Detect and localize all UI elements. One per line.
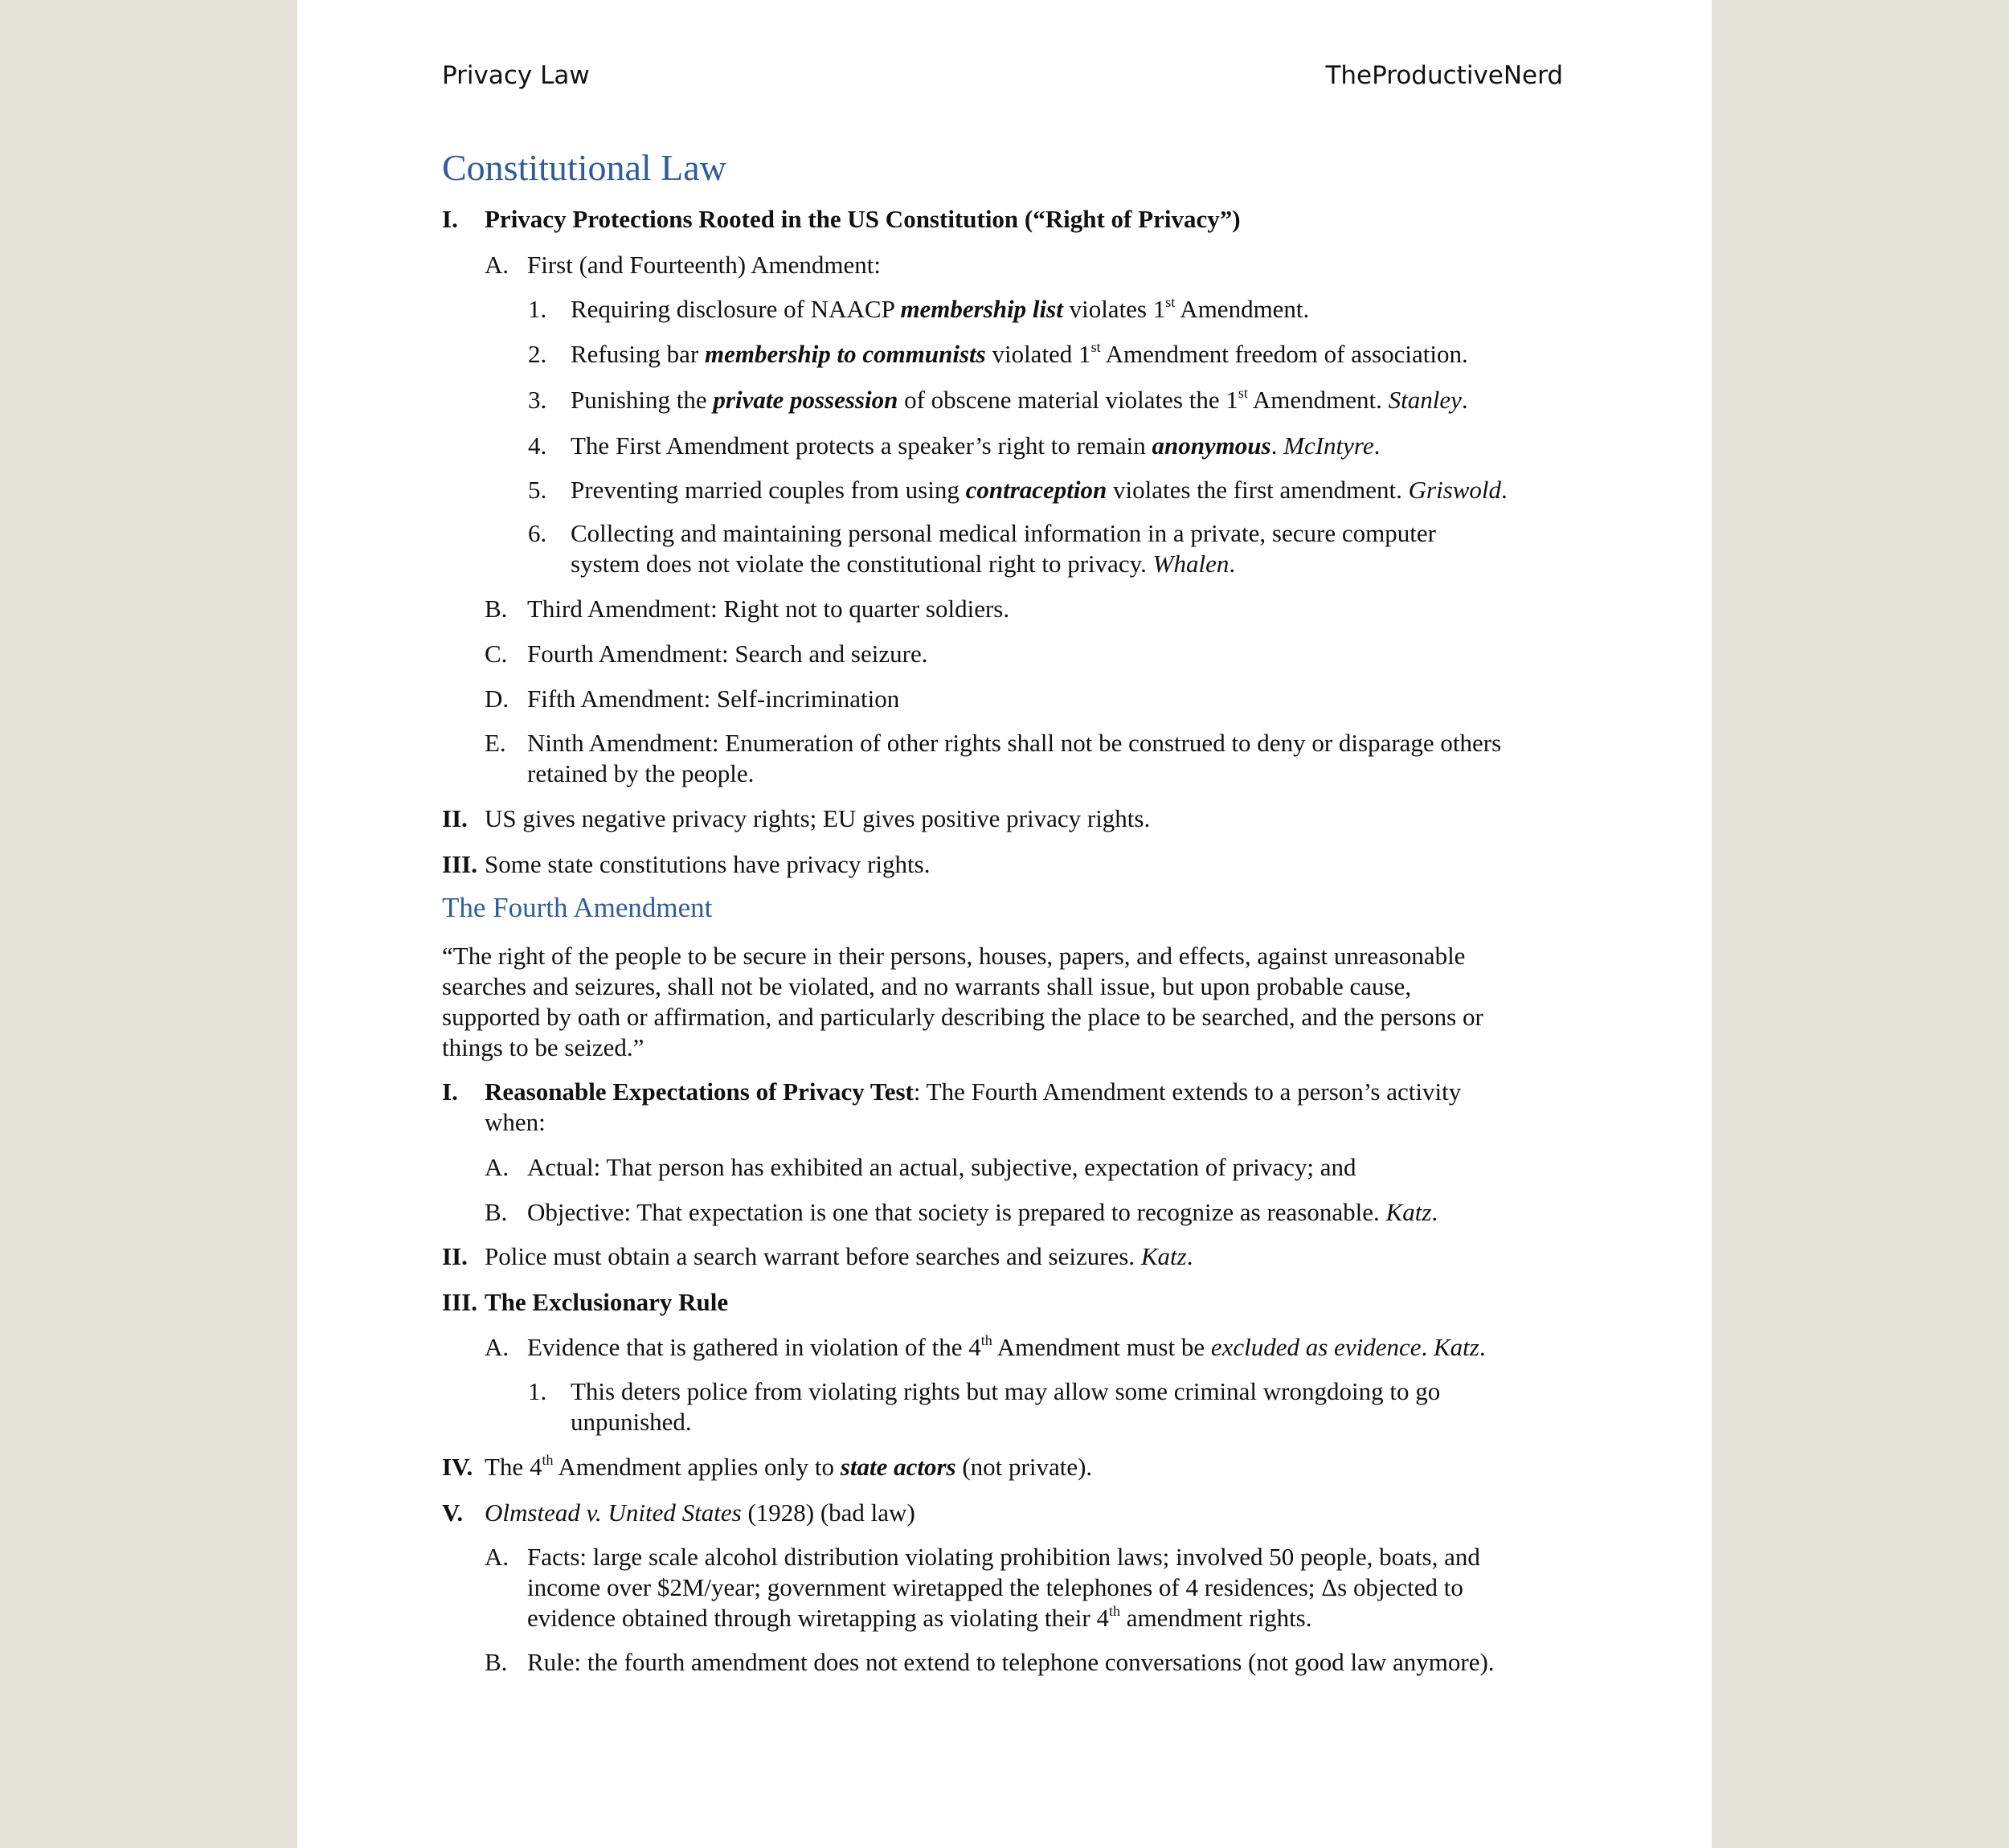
heading-privacy-protections: Privacy Protections Rooted in the US Constitution (“Right of Privacy”) (485, 205, 1241, 233)
subsection-title: The Fourth Amendment (442, 892, 713, 923)
section-title: Constitutional Law (442, 147, 726, 188)
header-right: TheProductiveNerd (1325, 61, 1563, 90)
fourth-amendment-quote: “The right of the people to be secure in their persons, houses, papers, and effects, against unreasonable searches and seizures, shall not be violated, and no warrants shall issue, but upon probable cause, supported by oath or affirmation, and particularly describing the place to be searched, and the persons or things to be seized.” (442, 942, 1483, 1061)
header-left: Privacy Law (442, 61, 590, 90)
